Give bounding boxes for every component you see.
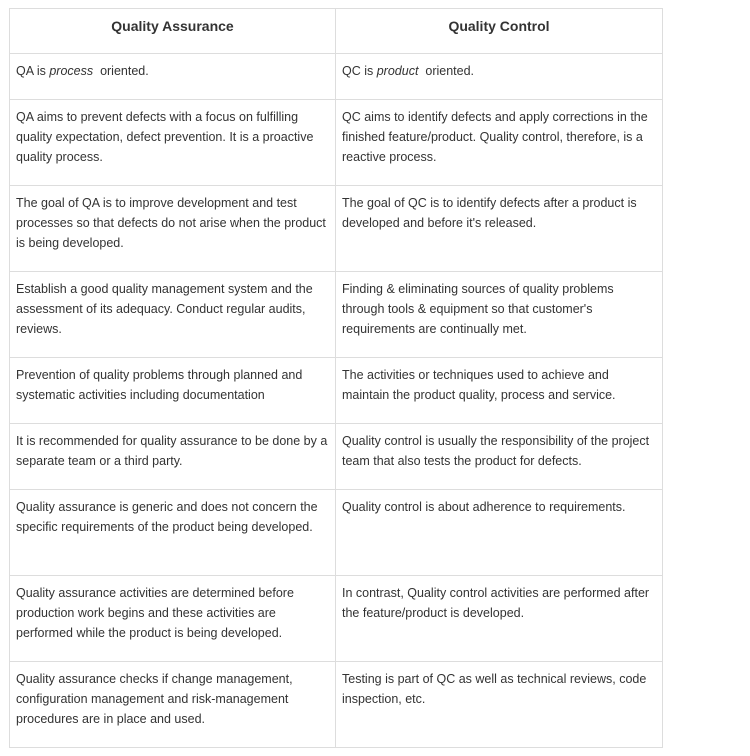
qc-cell: Finding & eliminating sources of quality problems through tools & equipment so that customer's requirements are continually met. [336,272,663,358]
qc-cell-text-before: QC is [342,64,377,78]
table-row [10,186,663,272]
table-row [10,272,663,358]
table-body [10,54,663,748]
qc-cell: In contrast, Quality control activities are performed after the feature/product is developed. [336,576,663,662]
comparison-table [9,8,663,748]
header-row [10,9,663,54]
qc-cell: Testing is part of QC as well as technical reviews, code inspection, etc. [336,662,663,748]
qa-cell-emphasis: process [49,64,94,78]
qc-cell-emphasis: product [376,64,419,78]
qc-cell: QC aims to identify defects and apply corrections in the finished feature/product. Quality control, therefore, is a reactive process. [336,100,663,186]
qa-cell: Establish a good quality management system and the assessment of its adequacy. Conduct regular audits, reviews. [10,272,336,358]
table-header [10,9,663,54]
table-row [10,358,663,424]
header-quality-control: Quality Control [336,9,663,54]
table-row [10,576,663,662]
table-row [10,490,663,576]
qc-cell: The activities or techniques used to achieve and maintain the product quality, process and service. [336,358,663,424]
header-quality-assurance: Quality Assurance [10,9,336,54]
qa-cell: Quality assurance checks if change management, configuration management and risk-management procedures are in place and used. [10,662,336,748]
qc-cell: The goal of QC is to identify defects after a product is developed and before it's released. [336,186,663,272]
qc-cell: Quality control is about adherence to requirements. [336,490,663,576]
qa-cell: Prevention of quality problems through planned and systematic activities including documentation [10,358,336,424]
qc-cell [336,54,663,100]
qa-cell: Quality assurance activities are determined before production work begins and these activities are performed while the product is being developed. [10,576,336,662]
table-row [10,662,663,748]
qa-cell-text-after: oriented. [93,64,149,78]
table-row [10,100,663,186]
qc-cell: Quality control is usually the responsibility of the project team that also tests the product for defects. [336,424,663,490]
qa-cell [10,54,336,100]
qa-cell: QA aims to prevent defects with a focus on fulfilling quality expectation, defect prevention. It is a proactive quality process. [10,100,336,186]
qc-cell-text-after: oriented. [418,64,475,78]
qa-cell: It is recommended for quality assurance to be done by a separate team or a third party. [10,424,336,490]
qa-cell-text-before: QA is [16,64,50,78]
qa-cell: The goal of QA is to improve development and test processes so that defects do not arise when the product is being developed. [10,186,336,272]
table-row [10,424,663,490]
table-row [10,54,663,100]
qa-cell: Quality assurance is generic and does not concern the specific requirements of the product being developed. [10,490,336,576]
